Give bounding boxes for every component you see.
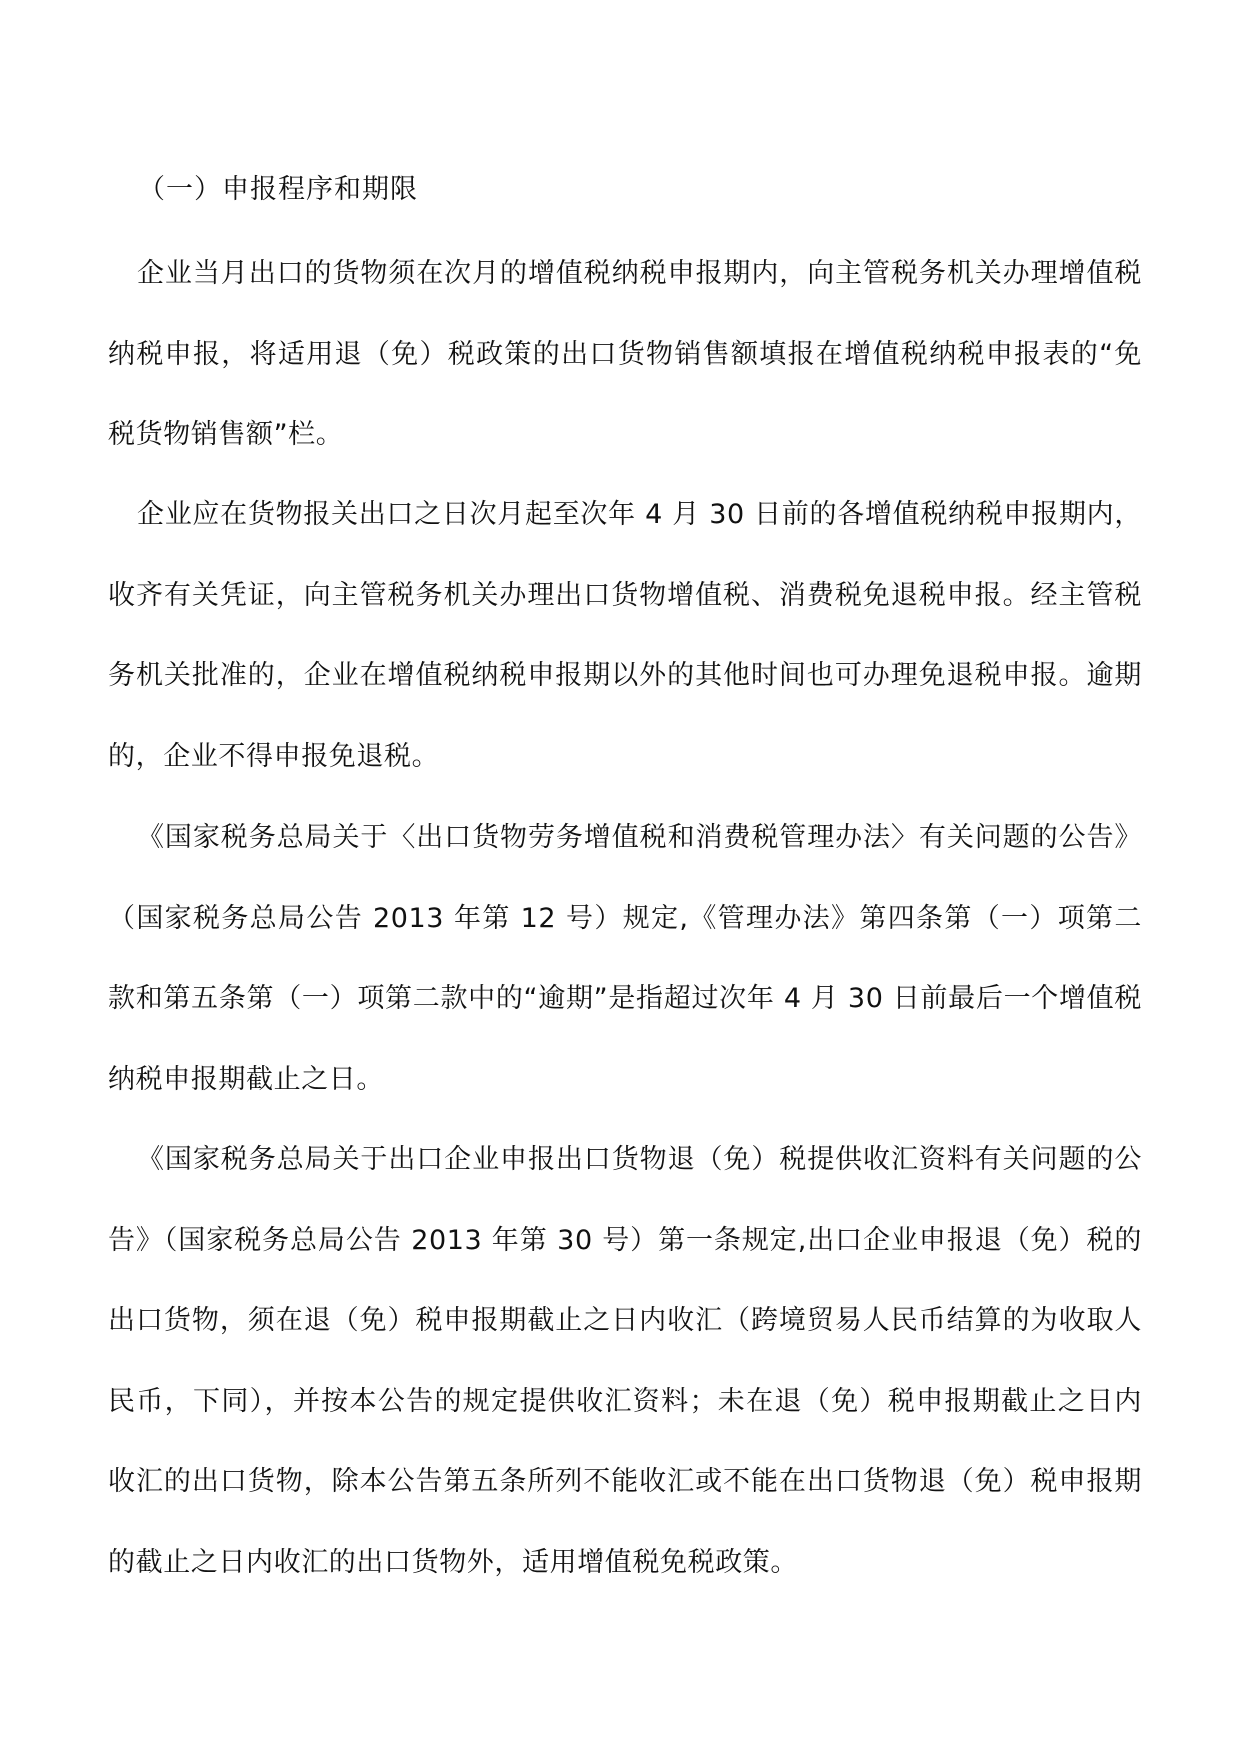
paragraph-declaration-deadline: 企业当月出口的货物须在次月的增值税纳税申报期内，向主管税务机关办理增值税纳税申报，将适用退（免）税政策的出口货物销售额填报在增值税纳税申报表的“免税货物销售额”栏。: [108, 258, 1142, 451]
section-heading: （一）申报程序和期限: [138, 174, 418, 205]
paragraph-announcement-12: 《国家税务总局关于〈出口货物劳务增值税和消费税管理办法〉有关问题的公告》 （国家税务总局公告 2013 年第 12 号）规定,《管理办法》第四条第（一）项第二款和第五条第（一）项第二款中的“逾期”是指超过次年 4 月 30 日前最后一个增值税纳税申报期截止之日。: [108, 822, 1142, 1095]
paragraph-refund-declaration-period: 企业应在货物报关出口之日次月起至次年 4 月 30 日前的各增值税纳税申报期内，收齐有关凭证，向主管税务机关办理出口货物增值税、消费税免退税申报。经主管税务机关批准的，企业在增值税纳税申报期以外的其他时间也可办理免退税申报。逾期的，企业不得申报免退税。: [108, 499, 1142, 772]
paragraph-announcement-30: 《国家税务总局关于出口企业申报出口货物退（免）税提供收汇资料有关问题的公告》（国家税务总局公告 2013 年第 30 号）第一条规定,出口企业申报退（免）税的出口货物，须在退（免）税申报期截止之日内收汇（跨境贸易人民币结算的为收取人民币，下同），并按本公告的规定提供收汇资料；未在退（免）税申报期截止之日内收汇的出口货物，除本公告第五条所列不能收汇或不能在出口货物退（免）税申报期的截止之日内收汇的出口货物外，适用增值税免税政策。: [108, 1144, 1142, 1578]
